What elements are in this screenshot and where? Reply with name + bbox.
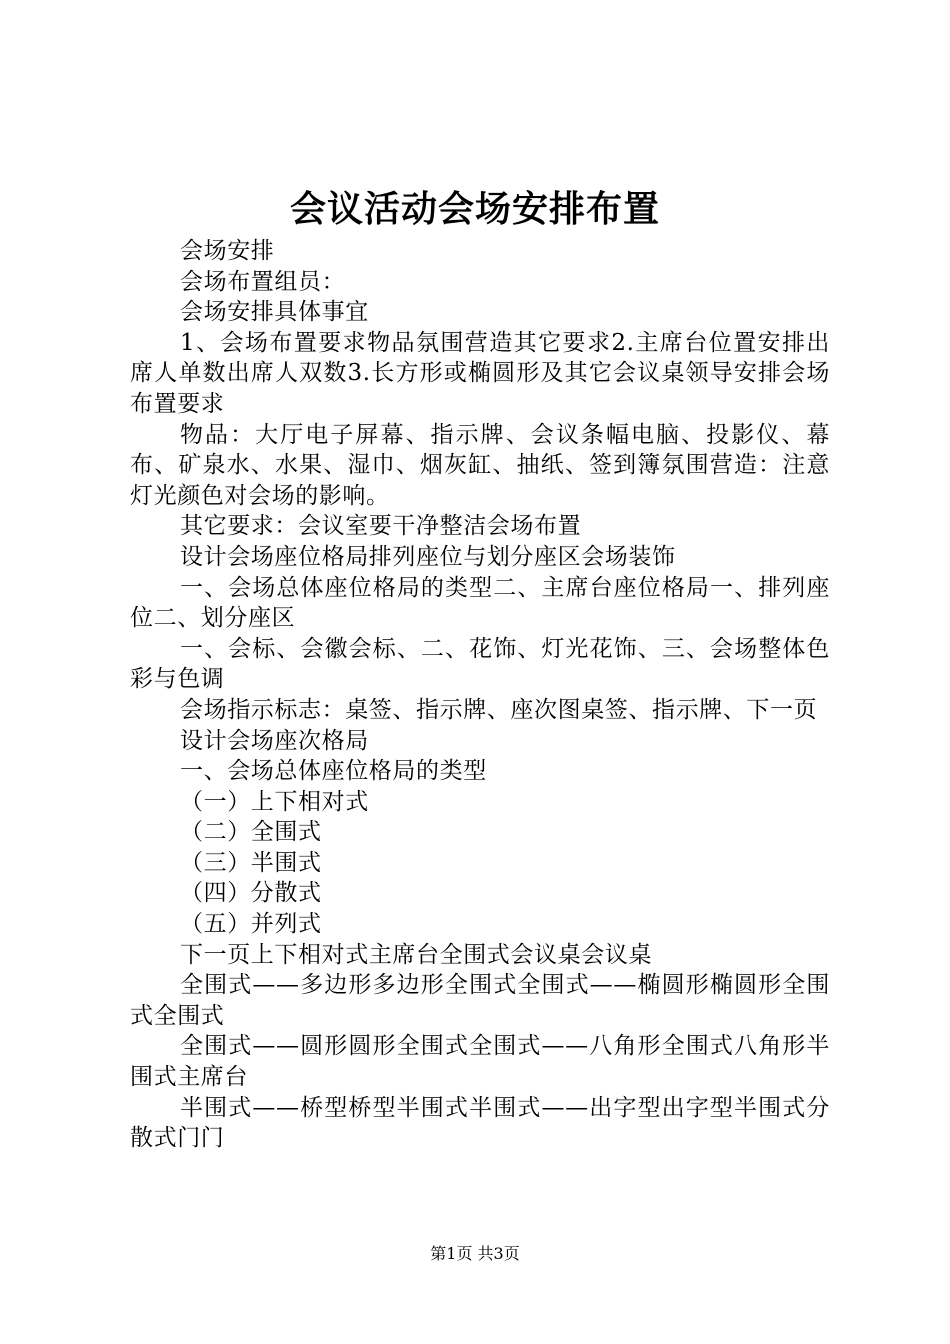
paragraph: 全围式——圆形圆形全围式全围式——八角形全围式八角形半围式主席台 bbox=[130, 1033, 830, 1091]
list-item: （二）全围式 bbox=[180, 819, 322, 846]
paragraph: 1、会场布置要求物品氛围营造其它要求2.主席台位置安排出席人单数出席人双数3.长方形或椭圆形及其它会议桌领导安排会场布置要求 bbox=[130, 329, 830, 417]
paragraph: 设计会场座次格局 bbox=[180, 727, 369, 754]
paragraph: 会场安排具体事宜 bbox=[180, 299, 369, 326]
list-item: （四）分散式 bbox=[180, 880, 322, 907]
paragraph: 全围式——多边形多边形全围式全围式——椭圆形椭圆形全围式全围式 bbox=[130, 972, 830, 1029]
list-item: （一）上下相对式 bbox=[180, 788, 369, 815]
paragraph: 设计会场座位格局排列座位与划分座区会场装饰 bbox=[180, 543, 676, 570]
paragraph: 会场布置组员： bbox=[180, 268, 346, 295]
document-title: 会议活动会场安排布置 bbox=[289, 188, 660, 230]
paragraph: 下一页上下相对式主席台全围式会议桌会议桌 bbox=[180, 941, 652, 968]
paragraph: 一、会场总体座位格局的类型二、主席台座位格局一、排列座位二、划分座区 bbox=[130, 574, 830, 632]
paragraph: 一、会标、会徽会标、二、花饰、灯光花饰、三、会场整体色彩与色调 bbox=[130, 635, 830, 693]
paragraph: 半围式——桥型桥型半围式半围式——出字型出字型半围式分散式门门 bbox=[130, 1094, 830, 1152]
paragraph: 会场指示标志：桌签、指示牌、座次图桌签、指示牌、下一页 bbox=[180, 696, 818, 723]
list-item: （三）半围式 bbox=[180, 849, 322, 876]
document-body bbox=[130, 236, 830, 1154]
page-footer: 第1页 共3页 bbox=[430, 1244, 520, 1263]
paragraph: 会场安排 bbox=[180, 238, 275, 264]
paragraph: 一、会场总体座位格局的类型 bbox=[180, 758, 487, 785]
paragraph: 其它要求：会议室要干净整洁会场布置 bbox=[180, 513, 582, 540]
list-item: （五）并列式 bbox=[180, 911, 322, 938]
paragraph: 物品：大厅电子屏幕、指示牌、会议条幅电脑、投影仪、幕布、矿泉水、水果、湿巾、烟灰缸、抽纸、签到簿氛围营造：注意灯光颜色对会场的影响。 bbox=[130, 421, 830, 509]
